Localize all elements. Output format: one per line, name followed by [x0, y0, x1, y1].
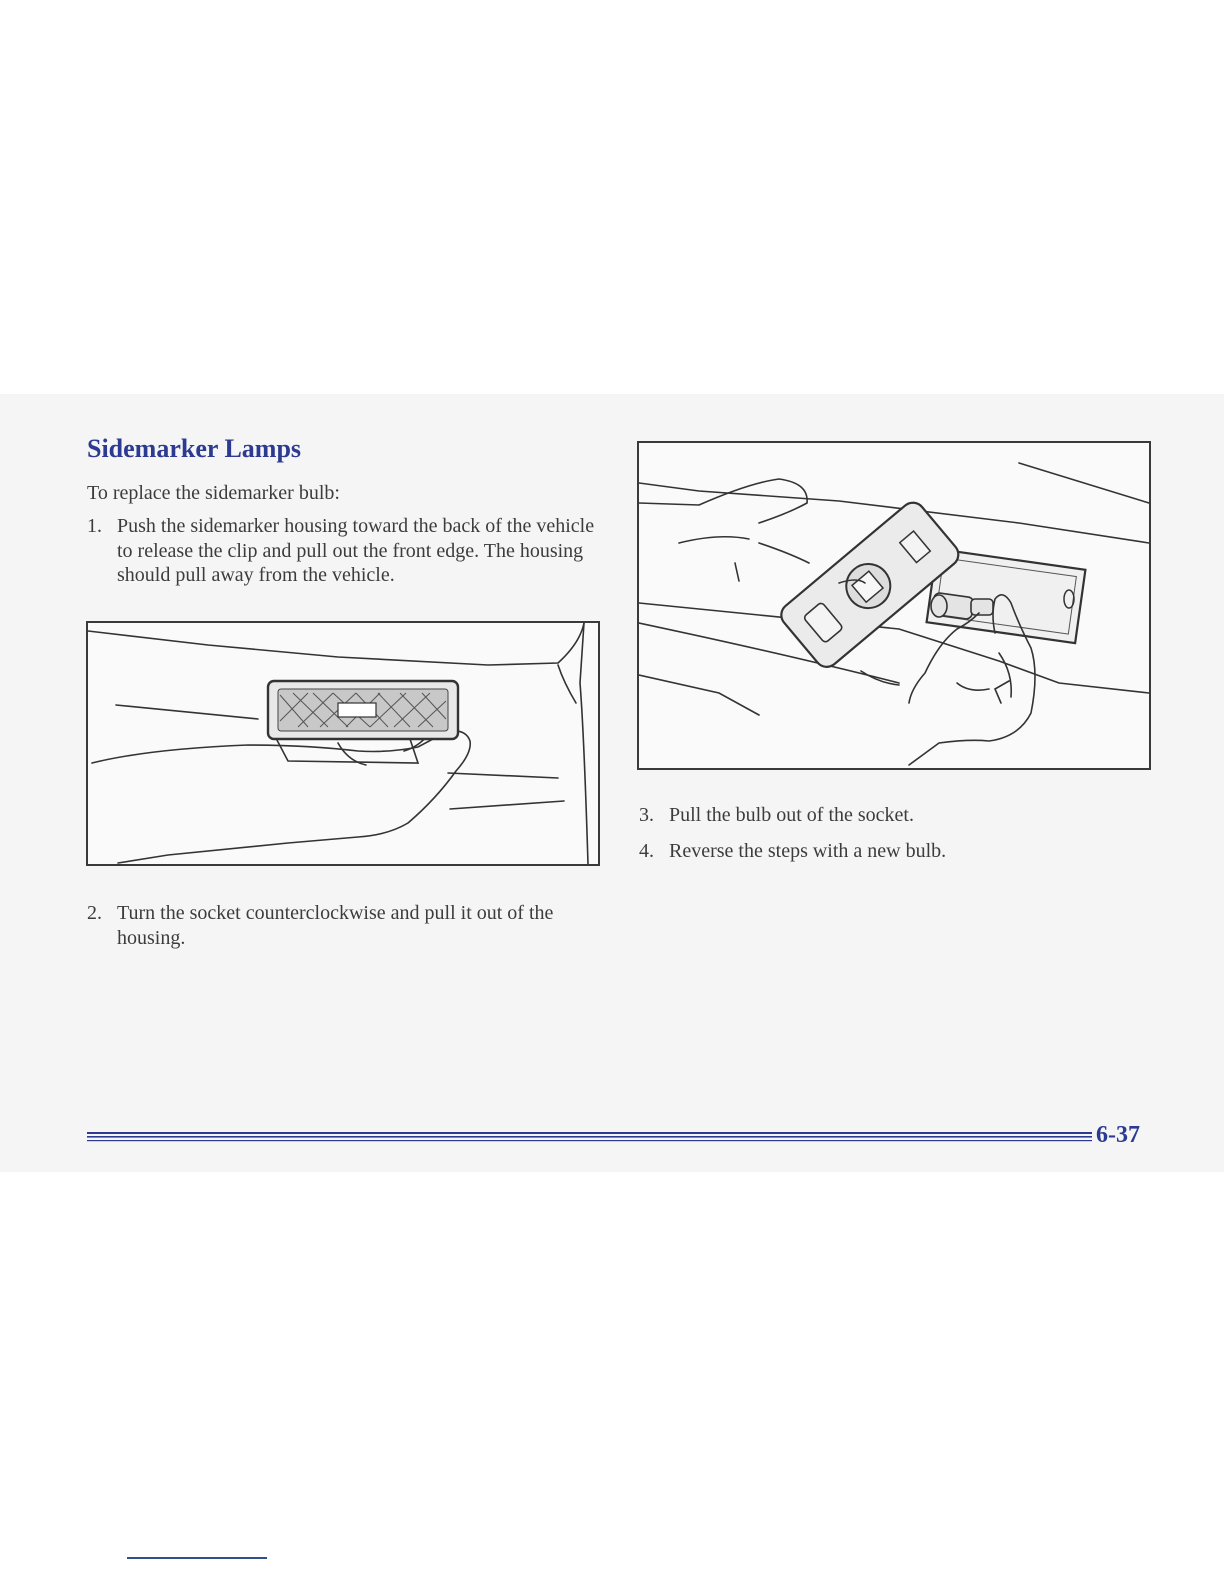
- footer-link-underline: [127, 1557, 267, 1559]
- hand-pushing-housing-icon: [88, 623, 598, 864]
- step-text: Reverse the steps with a new bulb.: [669, 840, 947, 862]
- step-number: 3.: [639, 804, 654, 826]
- step-number: 4.: [639, 840, 654, 862]
- step-2: [87, 901, 597, 950]
- step-4: [639, 839, 1149, 864]
- step-1: [87, 514, 597, 588]
- step-text: Pull the bulb out of the socket.: [669, 804, 914, 826]
- footer-rule: [87, 1131, 1092, 1142]
- step-text: Turn the socket counterclockwise and pull it out of the housing.: [117, 902, 554, 949]
- sidemarker-housing-figure: [86, 621, 600, 866]
- step-number: 1.: [87, 515, 102, 537]
- page-number: 6-37: [1096, 1122, 1140, 1148]
- hand-removing-socket-icon: [639, 443, 1149, 768]
- step-3: [639, 803, 1149, 828]
- socket-removal-figure: [637, 441, 1151, 770]
- intro-text: To replace the sidemarker bulb:: [87, 482, 340, 504]
- section-heading: Sidemarker Lamps: [87, 434, 302, 463]
- step-number: 2.: [87, 902, 102, 924]
- step-text: Push the sidemarker housing toward the back of the vehicle to release the clip and pull out the front edge. The housing should pull away from the vehicle.: [117, 515, 595, 586]
